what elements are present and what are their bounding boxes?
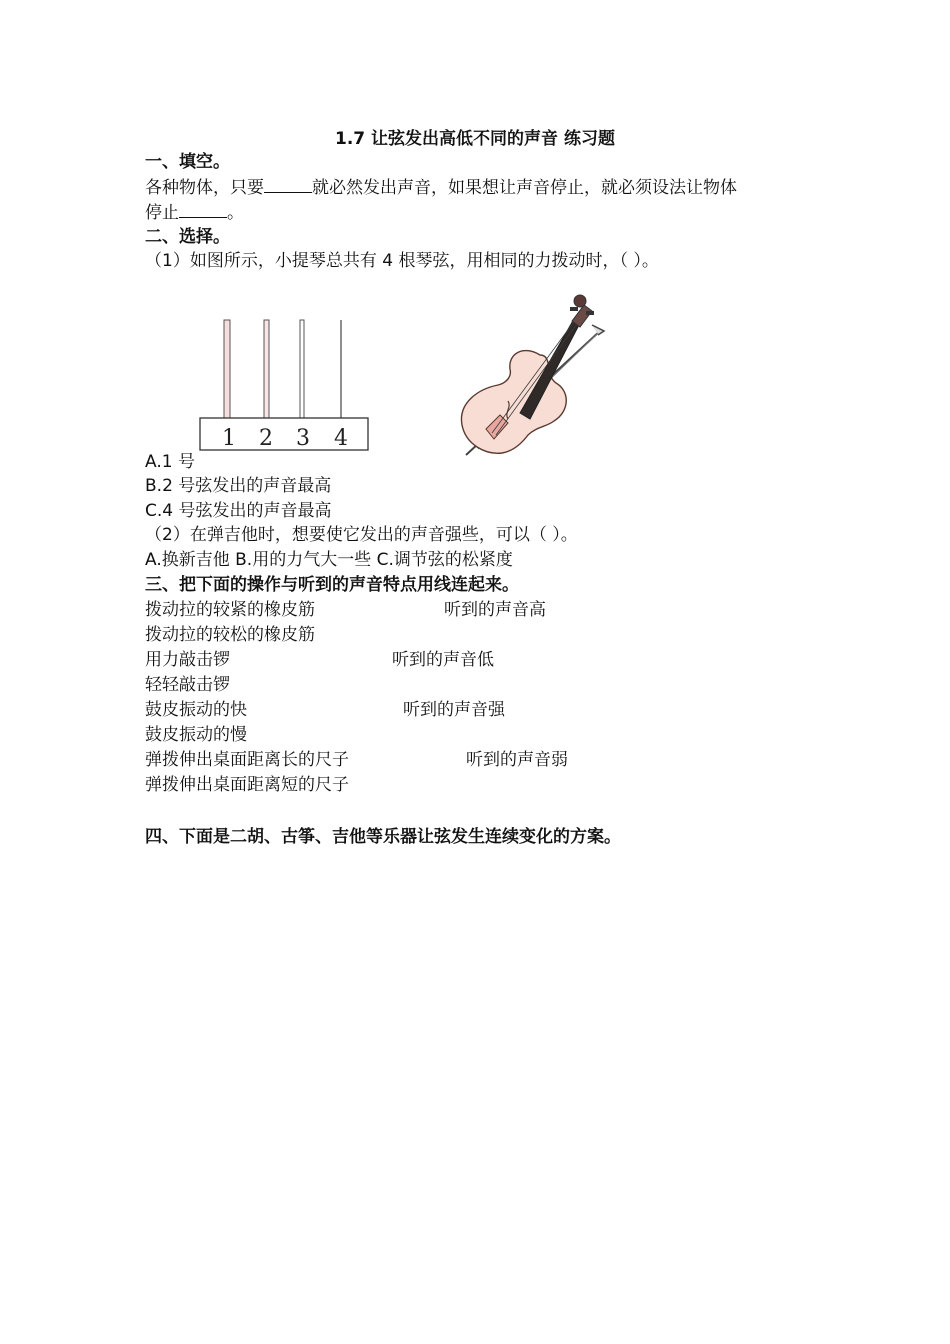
string-label-4: 4 [334, 426, 348, 451]
text: 就必然发出声音，如果想让声音停止，就必须设法让物体 [312, 178, 737, 198]
string-1 [224, 320, 230, 418]
left-item: 拨动拉的较松的橡皮筋 [145, 625, 315, 645]
right-item: 听到的声音高 [444, 600, 546, 620]
text: 。 [227, 203, 244, 223]
right-item: 听到的声音低 [392, 650, 494, 670]
q1-option-b: B.2 号弦发出的声音最高 [145, 476, 332, 496]
strings-diagram [195, 312, 375, 457]
right-item: 听到的声音强 [403, 700, 505, 720]
fill-blank-line-2 [145, 200, 244, 225]
text: 停止 [145, 203, 179, 223]
string-3 [300, 320, 304, 418]
string-2 [264, 320, 269, 418]
blank-2[interactable] [179, 200, 227, 218]
page-title: 1.7 让弦发出高低不同的声音 练习题 [335, 129, 615, 149]
q1-option-a: A.1 号 [145, 452, 195, 472]
left-item: 轻轻敲击锣 [145, 675, 230, 695]
section3-heading: 三、把下面的操作与听到的声音特点用线连起来。 [145, 575, 519, 595]
violin-illustration [452, 293, 612, 463]
string-label-1: 1 [222, 426, 236, 451]
fill-blank-line-1 [145, 175, 737, 200]
blank-1[interactable] [264, 175, 312, 193]
left-item: 鼓皮振动的慢 [145, 725, 247, 745]
section1-heading: 一、填空。 [145, 152, 230, 172]
q1-option-c: C.4 号弦发出的声音最高 [145, 501, 332, 521]
text: 各种物体，只要 [145, 178, 264, 198]
left-item: 鼓皮振动的快 [145, 700, 247, 720]
string-label-3: 3 [296, 426, 310, 451]
left-item: 弹拨伸出桌面距离短的尺子 [145, 775, 349, 795]
section4-heading: 四、下面是二胡、古筝、吉他等乐器让弦发生连续变化的方案。 [145, 827, 621, 847]
section2-heading: 二、选择。 [145, 227, 230, 247]
question-2: （2）在弹吉他时，想要使它发出的声音强些，可以（ ）。 [145, 525, 578, 545]
left-item: 用力敲击锣 [145, 650, 230, 670]
left-item: 拨动拉的较紧的橡皮筋 [145, 600, 315, 620]
q2-options: A.换新吉他 B.用的力气大一些 C.调节弦的松紧度 [145, 550, 513, 570]
question-1: （1）如图所示，小提琴总共有 4 根琴弦，用相同的力拨动时，（ ）。 [145, 251, 659, 271]
string-label-2: 2 [259, 426, 273, 451]
right-item: 听到的声音弱 [466, 750, 568, 770]
left-item: 弹拨伸出桌面距离长的尺子 [145, 750, 349, 770]
